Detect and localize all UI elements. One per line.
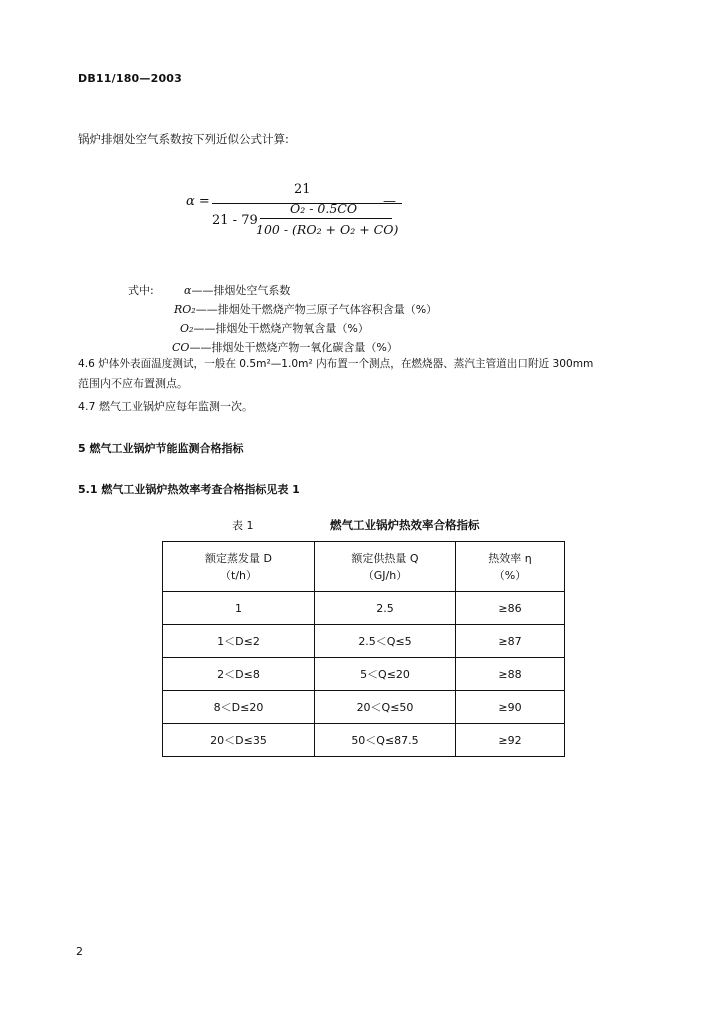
- table-row: [163, 691, 565, 724]
- document-code: DB11/180—2003: [78, 72, 183, 85]
- where-label: 式中:: [128, 284, 154, 297]
- column-unit: （t/h）: [220, 568, 257, 582]
- formula-sub-denominator: 100 - (RO₂ + O₂ + CO): [256, 222, 399, 237]
- definition-text: ——排烟处干燃烧产物氧含量（%）: [193, 322, 369, 335]
- column-name: 额定蒸发量 D: [205, 551, 272, 565]
- table-title: 燃气工业锅炉热效率合格指标: [330, 518, 480, 532]
- excess-air-formula: [186, 182, 416, 244]
- column-unit: （GJ/h）: [362, 568, 408, 582]
- table-cell: 8＜D≤20: [163, 691, 315, 724]
- definition-text: ——排烟处空气系数: [191, 284, 291, 297]
- table-row: [163, 658, 565, 691]
- column-name: 热效率 η: [488, 551, 532, 565]
- table-row: [163, 625, 565, 658]
- definition-text: ——排烟处干燃烧产物三原子气体容积含量（%）: [195, 303, 438, 316]
- efficiency-table: [162, 541, 565, 757]
- definition-item: [184, 282, 290, 298]
- definition-item: [172, 339, 398, 355]
- section-5-1-heading: 5.1 燃气工业锅炉热效率考查合格指标见表 1: [78, 483, 300, 496]
- column-header-rated-heat-supply: [315, 542, 456, 592]
- definition-symbol: CO: [172, 341, 190, 354]
- definition-text: ——排烟处干燃烧产物一氧化碳含量（%）: [189, 341, 398, 354]
- formula-trailing-dash: —: [383, 194, 396, 209]
- formula-denominator-prefix: 21 - 79: [212, 213, 258, 228]
- definition-symbol: O₂: [180, 322, 194, 335]
- column-header-rated-evaporation: [163, 542, 315, 592]
- column-header-thermal-efficiency: [456, 542, 565, 592]
- table-cell: 2＜D≤8: [163, 658, 315, 691]
- table-cell: 2.5＜Q≤5: [315, 625, 456, 658]
- table-row: [163, 592, 565, 625]
- table-cell: ≥86: [456, 592, 565, 625]
- definition-symbol: α: [184, 284, 192, 297]
- formula-sub-numerator: O₂ - 0.5CO: [290, 201, 358, 216]
- clause-4-7: 4.7 燃气工业锅炉应每年监测一次。: [78, 400, 253, 413]
- table-cell: 1＜D≤2: [163, 625, 315, 658]
- column-unit: （%）: [493, 568, 527, 582]
- section-5-heading: 5 燃气工业锅炉节能监测合格指标: [78, 442, 244, 455]
- definition-symbol: RO₂: [174, 303, 196, 316]
- formula-lhs: α =: [186, 194, 210, 209]
- table-cell: 2.5: [315, 592, 456, 625]
- formula-numerator: 21: [294, 182, 311, 197]
- intro-text: 锅炉排烟处空气系数按下列近似公式计算:: [78, 132, 289, 146]
- table-cell: 50＜Q≤87.5: [315, 724, 456, 757]
- table-cell: 1: [163, 592, 315, 625]
- table-cell: ≥87: [456, 625, 565, 658]
- table-cell: 5＜Q≤20: [315, 658, 456, 691]
- table-cell: ≥92: [456, 724, 565, 757]
- page-number: 2: [76, 945, 83, 958]
- table-cell: ≥88: [456, 658, 565, 691]
- table-header-row: [163, 542, 565, 592]
- sub-fraction-bar: [260, 218, 392, 219]
- clause-4-6-line1: 4.6 炉体外表面温度测试，一般在 0.5m²—1.0m² 内布置一个测点，在燃烧器、蒸汽主管道出口附近 300mm: [78, 358, 594, 370]
- clause-4-6-line2: 范围内不应布置测点。: [78, 377, 188, 390]
- table-number: 表 1: [232, 519, 254, 532]
- definition-item: [180, 320, 369, 336]
- table-cell: ≥90: [456, 691, 565, 724]
- table-cell: 20＜D≤35: [163, 724, 315, 757]
- table-row: [163, 724, 565, 757]
- column-name: 额定供热量 Q: [351, 551, 419, 565]
- table-cell: 20＜Q≤50: [315, 691, 456, 724]
- definition-item: [174, 301, 437, 317]
